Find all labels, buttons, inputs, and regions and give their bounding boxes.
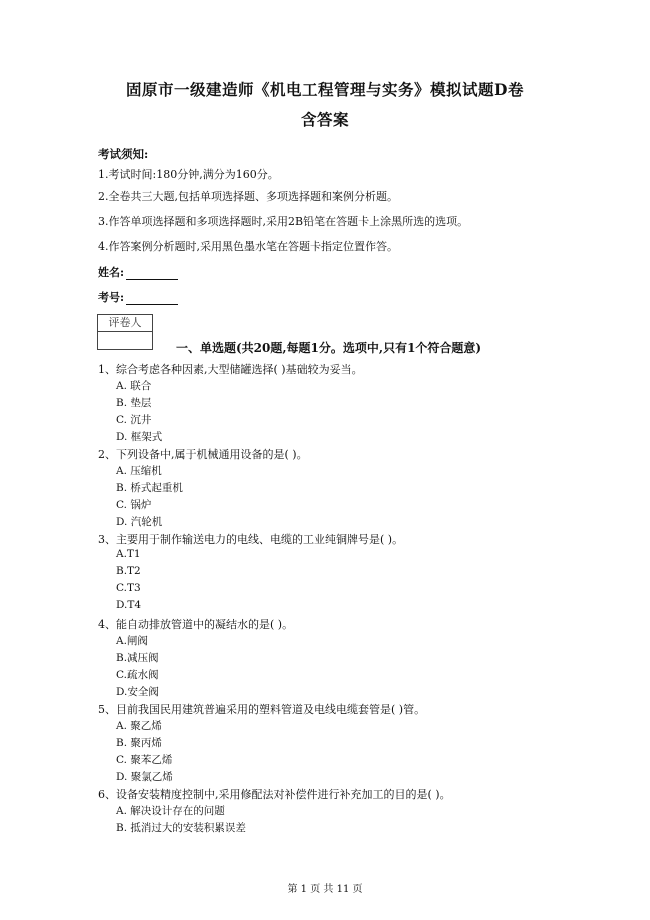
question-stem: 2、下列设备中,属于机械通用设备的是( )。 [98, 448, 308, 461]
question-option: A.闸阀 [116, 635, 148, 647]
question-option: A. 联合 [116, 380, 152, 392]
question-option: B.T2 [116, 565, 141, 577]
number-label: 考号: [98, 291, 125, 304]
grader-box [97, 314, 153, 350]
question-option: A. 聚乙烯 [116, 720, 162, 732]
question-option: A.T1 [116, 548, 141, 560]
question-option: B. 抵消过大的安装积累误差 [116, 822, 246, 834]
notice-item: 2.全卷共三大题,包括单项选择题、多项选择题和案例分析题。 [98, 190, 398, 203]
question-option: C.T3 [116, 582, 141, 594]
name-label: 姓名: [98, 266, 125, 279]
question-stem: 3、主要用于制作输送电力的电线、电缆的工业纯铜牌号是( )。 [98, 533, 404, 546]
number-field [98, 289, 178, 305]
question-stem: 1、综合考虑各种因素,大型储罐选择( )基础较为妥当。 [98, 363, 363, 376]
question-option: D. 框架式 [116, 431, 163, 443]
question-option: B. 聚丙烯 [116, 737, 162, 749]
question-option: D. 聚氯乙烯 [116, 771, 173, 783]
question-option: A. 压缩机 [116, 465, 162, 477]
question-option: C. 沉井 [116, 414, 152, 426]
section-title: 一、单选题(共20题,每题1分。选项中,只有1个符合题意) [176, 341, 482, 355]
question-stem: 6、设备安装精度控制中,采用修配法对补偿件进行补充加工的目的是( )。 [98, 788, 451, 801]
number-blank [126, 292, 178, 305]
notice-item: 3.作答单项选择题和多项选择题时,采用2B铅笔在答题卡上涂黑所选的选项。 [98, 215, 469, 228]
question-stem: 4、能自动排放管道中的凝结水的是( )。 [98, 618, 294, 631]
page-footer: 第 1 页 共 11 页 [287, 884, 363, 895]
question-option: D. 汽轮机 [116, 516, 163, 528]
name-field [98, 264, 178, 280]
question-option: B.减压阀 [116, 652, 159, 664]
question-option: D.安全阀 [116, 686, 159, 698]
page-subtitle: 含答案 [300, 110, 349, 129]
grader-label: 评卷人 [98, 315, 152, 332]
question-option: D.T4 [116, 599, 142, 611]
name-blank [126, 267, 178, 280]
page-title: 固原市一级建造师《机电工程管理与实务》模拟试题D卷 [126, 80, 524, 99]
question-option: C. 聚苯乙烯 [116, 754, 173, 766]
notice-heading: 考试须知: [98, 147, 149, 161]
question-option: B. 桥式起重机 [116, 482, 183, 494]
question-option: B. 垫层 [116, 397, 152, 409]
question-option: A. 解决设计存在的问题 [116, 805, 225, 817]
notice-item: 1.考试时间:180分钟,满分为160分。 [98, 168, 279, 181]
question-option: C.疏水阀 [116, 669, 159, 681]
question-option: C. 锅炉 [116, 499, 152, 511]
notice-item: 4.作答案例分析题时,采用黑色墨水笔在答题卡指定位置作答。 [98, 240, 398, 253]
question-stem: 5、目前我国民用建筑普遍采用的塑料管道及电线电缆套管是( )管。 [98, 703, 426, 716]
